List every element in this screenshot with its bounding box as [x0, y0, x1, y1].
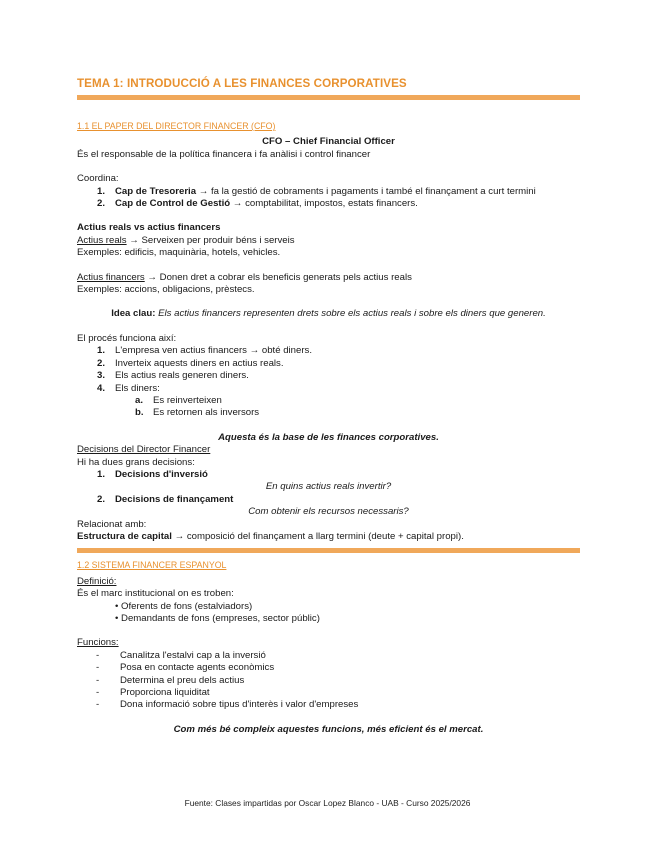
list-item: 1. L'empresa ven actius financers → obté diners. — [97, 345, 313, 357]
list-item: - Posa en contacte agents econòmics — [96, 662, 275, 674]
list-item: • Oferents de fons (estalviadors) — [115, 600, 253, 612]
decision-inversio-question: En quins actius reals invertir? — [265, 481, 392, 493]
estructura-capital: Estructura de capital → composició del finançament a llarg termini (deute + capital propi). — [77, 530, 464, 542]
decisions-heading: Decisions del Director Financer — [77, 444, 211, 456]
proces-list — [77, 345, 580, 395]
decision-inversio: 1. Decisions d'inversió — [97, 468, 208, 480]
section-2-heading: 1.2 SISTEMA FINANCER ESPANYOL — [77, 560, 227, 571]
funcions-list — [77, 650, 580, 712]
closing-quote: Com més bé compleix aquestes funcions, més eficient és el mercat. — [173, 723, 484, 735]
list-item: 3. Els actius reals generen diners. — [97, 370, 249, 382]
proces-label: El procés funciona així: — [77, 332, 177, 344]
list-item: b. Es retornen als inversors — [135, 407, 260, 419]
list-item: - Proporciona liquiditat — [96, 687, 210, 699]
list-item: - Determina el preu dels actius — [96, 674, 245, 686]
list-item: a. Es reinverteixen — [135, 394, 222, 406]
list-item: • Demandants de fons (empreses, sector públic) — [115, 613, 320, 624]
decisions-intro: Hi ha dues grans decisions: — [77, 456, 195, 468]
relacionat-label: Relacionat amb: — [77, 518, 147, 530]
actius-reals-examples: Exemples: edificis, maquinària, hotels, vehicles. — [77, 247, 281, 259]
coordina-list — [77, 186, 580, 211]
base-quote: Aquesta és la base de les finances corporatives. — [218, 431, 439, 443]
actius-reals-line: Actius reals → Serveixen per produir béns i serveis — [77, 234, 295, 246]
list-item: 2. Cap de Control de Gestió → comptabilitat, impostos, estats financers. — [97, 198, 418, 210]
document-content — [77, 76, 580, 736]
section-divider — [77, 548, 580, 553]
definicio-label: Definició: — [77, 575, 117, 587]
section-1-heading: 1.1 EL PAPER DEL DIRECTOR FINANCER (CFO) — [77, 121, 276, 131]
actius-heading: Actius reals vs actius financers — [77, 222, 221, 234]
list-item: 4. Els diners: — [97, 382, 160, 394]
funcions-label: Funcions: — [77, 637, 119, 649]
idea-clau: Idea clau: Els actius financers representen drets sobre els actius reals i sobre els diners que generen. — [111, 308, 546, 320]
title-divider — [77, 95, 580, 100]
cfo-description: És el responsable de la política financera i fa anàlisi i control financer — [77, 148, 371, 160]
page-title: TEMA 1: INTRODUCCIÓ A LES FINANCES CORPORATIVES — [77, 77, 407, 90]
decision-financament-question: Com obtenir els recursos necessaris? — [248, 506, 409, 518]
decision-financament: 2. Decisions de finançament — [97, 493, 234, 505]
coordina-label: Coordina: — [77, 173, 119, 185]
actius-financers-line: Actius financers → Donen dret a cobrar els beneficis generats pels actius reals — [77, 271, 412, 283]
list-item: - Dona informació sobre tipus d'interès i valor d'empreses — [96, 699, 359, 711]
definicio-text: És el marc institucional on es troben: — [77, 588, 234, 600]
list-item: - Canalitza l'estalvi cap a la inversió — [96, 649, 266, 661]
definicio-list — [77, 601, 580, 626]
cfo-title: CFO – Chief Financial Officer — [262, 136, 395, 148]
actius-financers-examples: Exemples: accions, obligacions, prèstecs. — [77, 284, 255, 296]
page-footer: Fuente: Clases impartidas por Oscar Lopez Blanco - UAB - Curso 2025/2026 — [184, 798, 471, 808]
proces-sublist — [77, 395, 580, 420]
list-item: 2. Inverteix aquests diners en actius reals. — [97, 357, 284, 369]
list-item: 1. Cap de Tresoreria → fa la gestió de cobraments i pagaments i també el finançament a curt termini — [97, 185, 536, 197]
